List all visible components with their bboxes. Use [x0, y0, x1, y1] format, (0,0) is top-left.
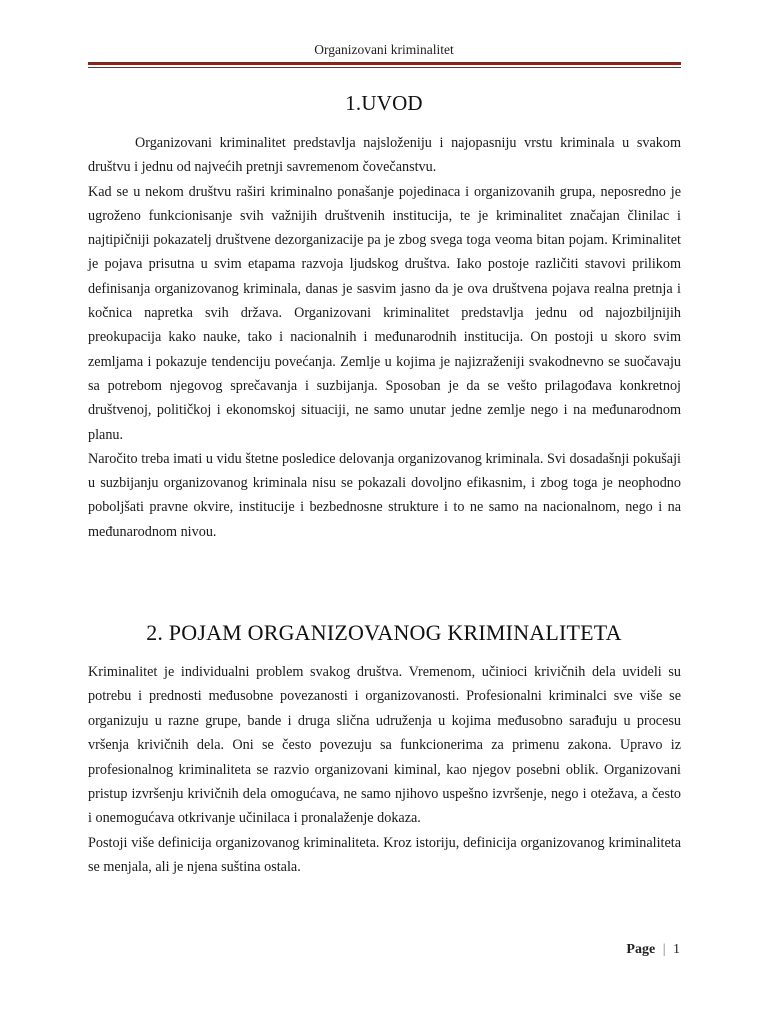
paragraph: Naročito treba imati u vidu štetne posledice delovanja organizovanog kriminala. Svi dosadašnji pokušaji u suzbijanju organizovanog kriminala nisu se pokazali dovoljno efikasnim, i zbog toga je neophodno poboljšati pravne okvire, institucije i bezbednosne strukture i to ne samo na nacionalnom, nego i na međunarodnom nivou. — [88, 450, 681, 540]
running-header-title: Organizovani kriminalitet — [314, 42, 454, 57]
page-label: Page — [626, 942, 656, 957]
paragraph: Postoji više definicija organizovanog kriminaliteta. Kroz istoriju, definicija organizovanog kriminaliteta se menjala, ali je njena suština ostala. — [88, 834, 681, 876]
paragraph: Kad se u nekom društvu raširi kriminalno ponašanje pojedinaca i organizovanih grupa, neposredno je ugroženo funkcionisanje svih važnijih društvenih institucija, te je kriminalitet značajan člinilac i najtipičniji pokazatelj društvene dezorganizacije pa je zbog svega toga veoma bitan pojam. Kriminalitet je pojava prisutna u svim etapama razvoja ljudskog društva. Iako postoje različiti stavovi prilikom definisanja organizovanog kriminala, danas je sasvim jasno da je ova društvena pojava realna pretnja i kočnica napretka svih država. Organizovani kriminalitet predstavlja jednu od najozbiljnijih preokupacija kako nauke, tako i nacionalnih i međunarodnih institucija. On postoji u skoro svim zemljama i pokazuje tendenciju povećanja. Zemlje u kojima je najizraženiji svakodnevno se suočavaju sa potrebom njegovog sprečavanja i suzbijanja. Sposoban je da se vešto prilagođava konkretnoj društvenoj, političkoj i ekonomskoj situaciji, ne samo unutar jedne zemlje nego i na međunarodnom planu. — [88, 183, 681, 443]
paragraph: Kriminalitet je individualni problem svakog društva. Vremenom, učinioci krivičnih dela uvideli su potrebu i prednosti međusobne povezanosti i organizovanosti. Profesionalni kriminalci sve više se organizuju u razne grupe, bande i druga slična udruženja u kojima međusobno sarađuju u procesu vršenja krivičnih dela. Oni se često povezuju sa funkcionerima za primenu zakona. Upravo iz profesionalnog kriminaliteta se razvio organizovani kiminal, kao njegov posebni oblik. Organizovani pristup izvršenju krivičnih dela omogućava, ne samo njihovo uspešno izvršenje, nego i otežava, a često i onemogućava otkrivanje učinilaca i pronalaženje dokaza. — [88, 664, 681, 827]
paragraph: Organizovani kriminalitet predstavlja najsloženiju i najopasniju vrstu kriminala u svakom društvu i jednu od najvećih pretnji savremenom čovečanstvu. — [88, 135, 681, 176]
section-body-uvod — [88, 131, 681, 544]
page-footer — [626, 942, 680, 958]
section-body-pojam — [88, 660, 681, 880]
page-separator: | — [662, 942, 666, 957]
header-rule-thick — [88, 62, 681, 65]
section-heading-pojam: 2. POJAM ORGANIZOVANOG KRIMINALITETA — [146, 620, 622, 645]
page-number: 1 — [673, 942, 680, 957]
section-heading-uvod: 1.UVOD — [345, 91, 423, 115]
header-rule-thin — [88, 67, 681, 68]
